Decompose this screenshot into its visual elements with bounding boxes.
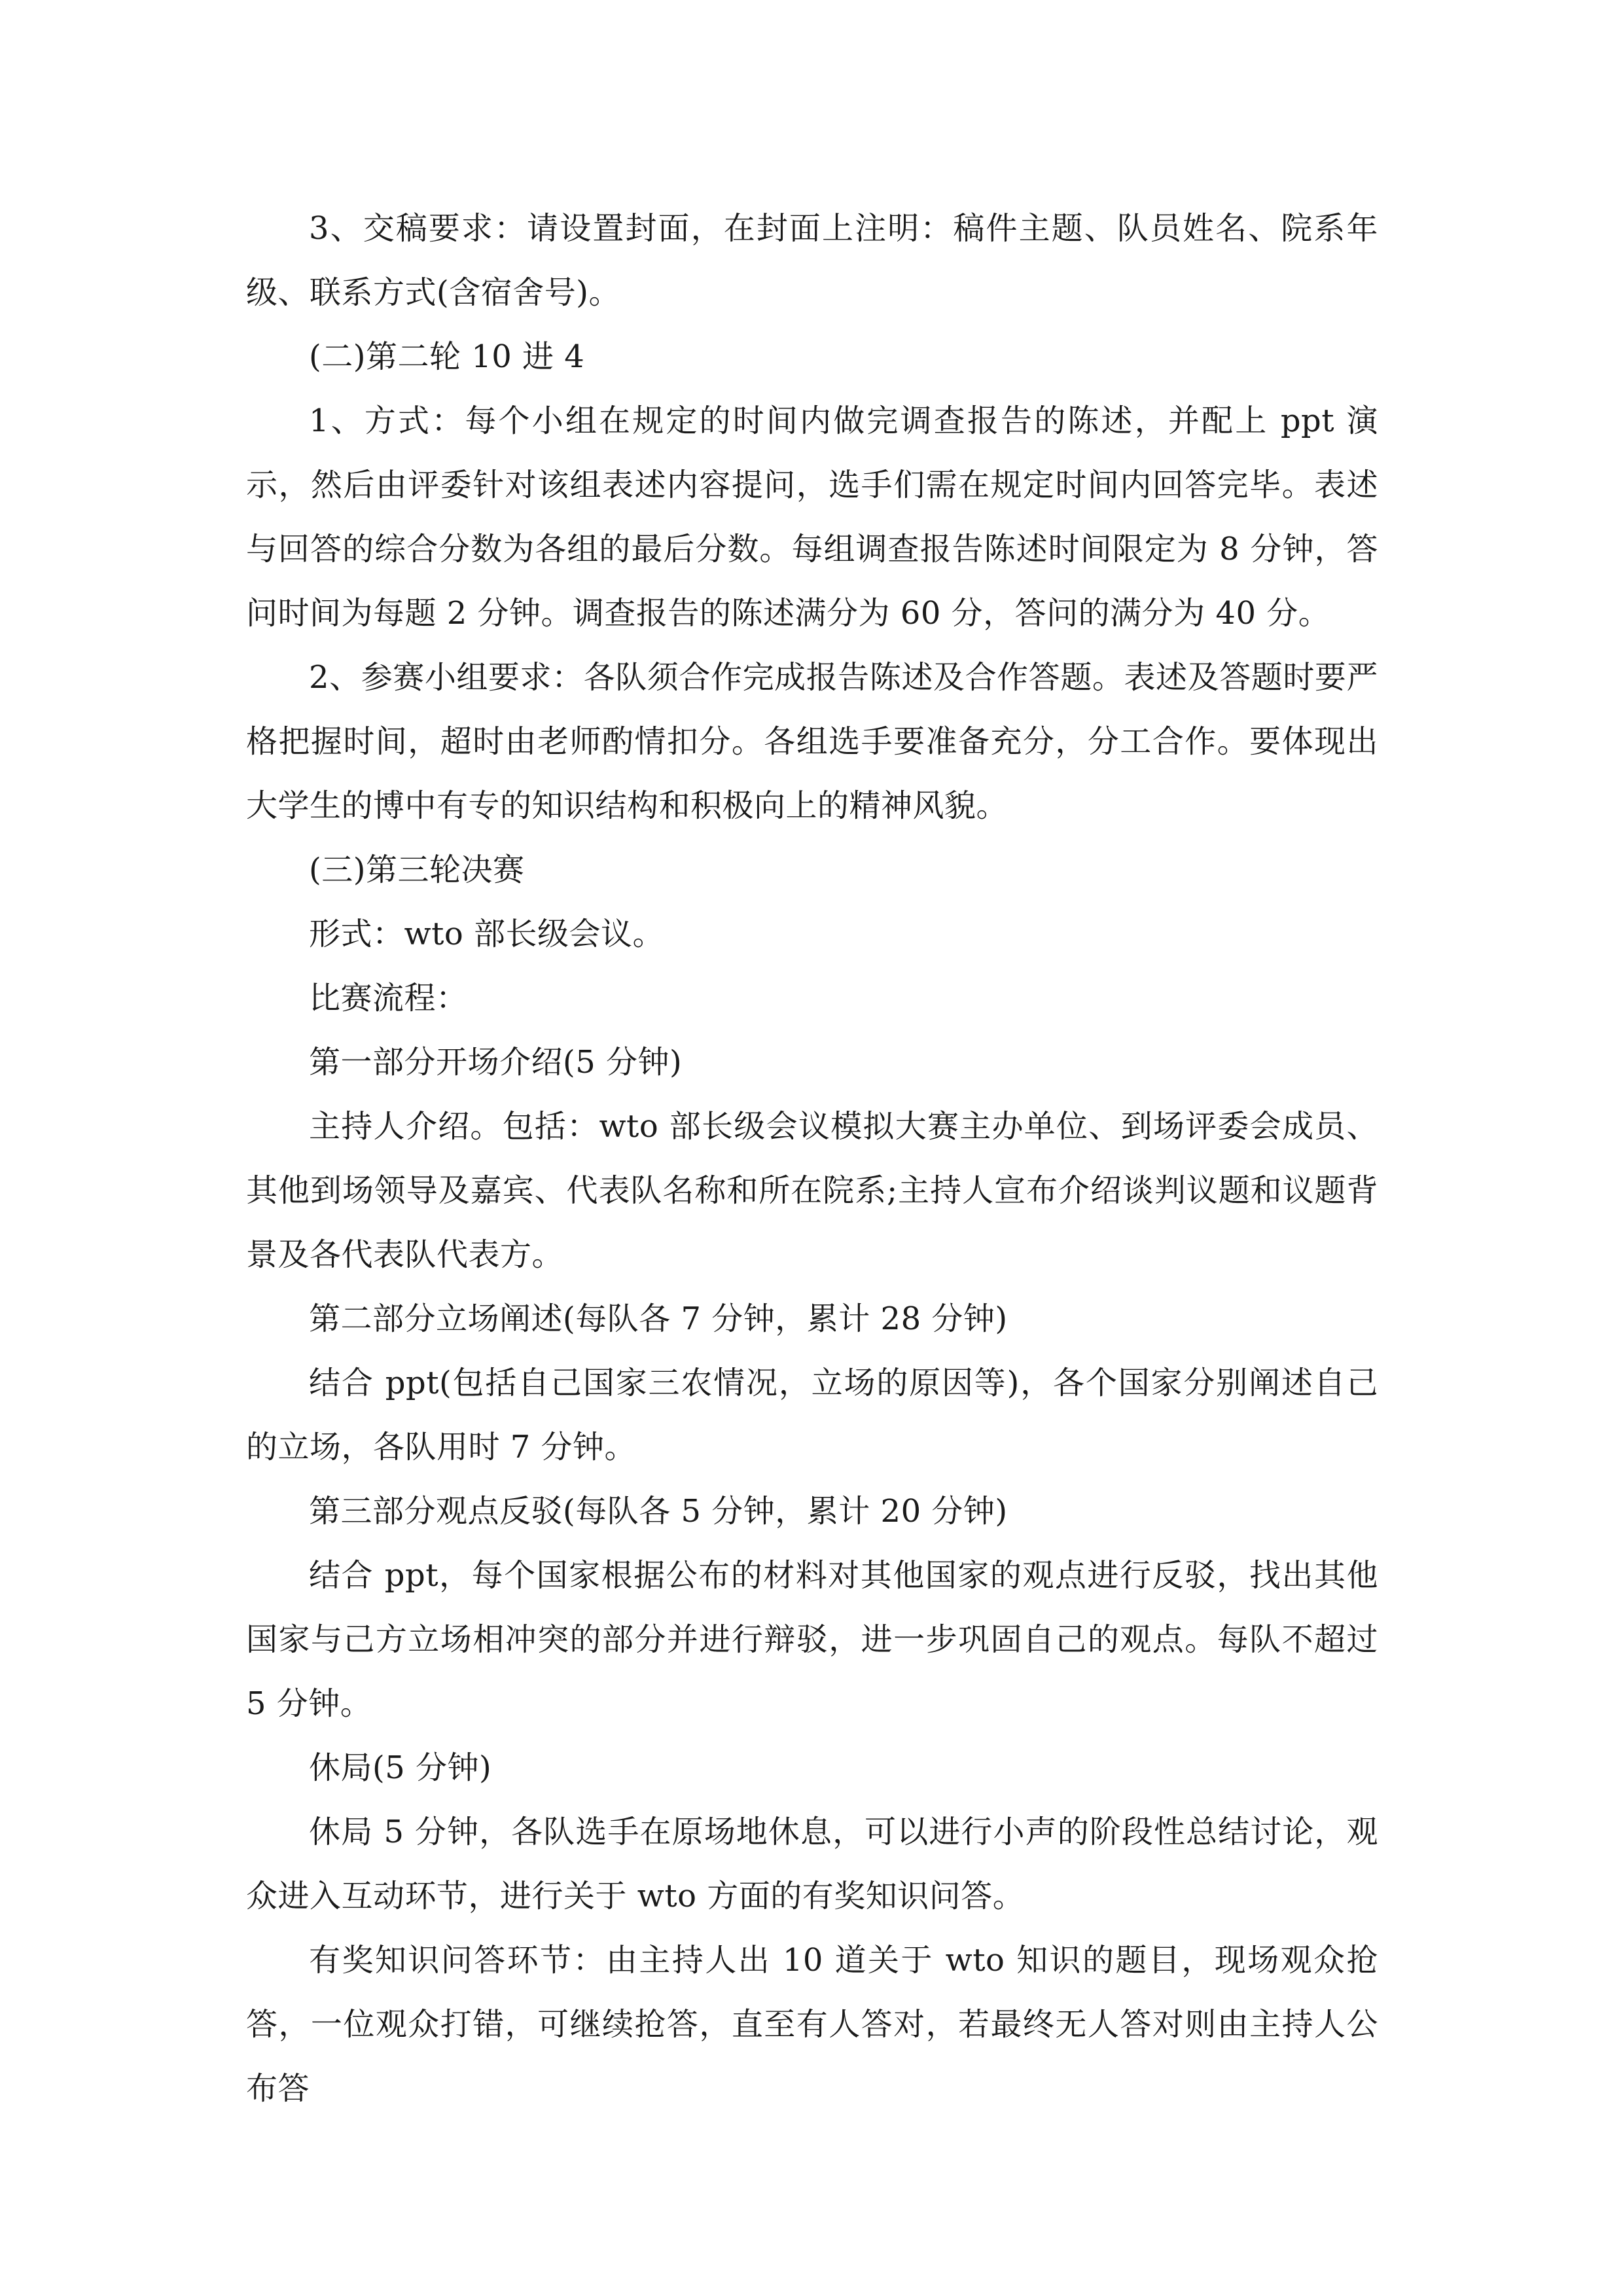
heading-part-three-rebuttal: 第三部分观点反驳(每队各 5 分钟，累计 20 分钟) [309, 1493, 1008, 1530]
heading-round-two: (二)第二轮 10 进 4 [309, 338, 585, 375]
heading-round-three-final: (三)第三轮决赛 [309, 852, 525, 888]
paragraph-competition-flow-label: 比赛流程： [309, 980, 468, 1016]
paragraph-submission-requirements: 3、交稿要求：请设置封面，在封面上注明：稿件主题、队员姓名、院系年级、联系方式(含宿舍号)。 [246, 210, 1378, 311]
paragraph-position-statement: 结合 ppt(包括自己国家三农情况，立场的原因等)，各个国家分别阐述自己的立场，各队用时 7 分钟。 [246, 1365, 1378, 1465]
paragraph-team-requirements: 2、参赛小组要求：各队须合作完成报告陈述及合作答题。表述及答题时要严格把握时间，超时由老师酌情扣分。各组选手要准备充分，分工合作。要体现出大学生的博中有专的知识结构和积极向上的精神风貌。 [246, 659, 1378, 824]
paragraph-final-format: 形式：wto 部长级会议。 [309, 916, 665, 952]
heading-part-one-opening: 第一部分开场介绍(5 分钟) [309, 1044, 683, 1081]
paragraph-host-introduction: 主持人介绍。包括：wto 部长级会议模拟大赛主办单位、到场评委会成员、其他到场领导及嘉宾、代表队名称和所在院系;主持人宣布介绍谈判议题和议题背景及各代表队代表方。 [246, 1108, 1378, 1273]
paragraph-quiz-segment: 有奖知识问答环节：由主持人出 10 道关于 wto 知识的题目，现场观众抢答，一位观众打错，可继续抢答，直至有人答对，若最终无人答对则由主持人公布答 [246, 1942, 1378, 2107]
heading-intermission: 休局(5 分钟) [309, 1749, 492, 1786]
document-body [246, 196, 1378, 2121]
paragraph-round-two-format: 1、方式：每个小组在规定的时间内做完调查报告的陈述，并配上 ppt 演示，然后由评委针对该组表述内容提问，选手们需在规定时间内回答完毕。表述与回答的综合分数为各组的最后分数。每组调查报告陈述时间限定为 8 分钟，答问时间为每题 2 分钟。调查报告的陈述满分为 60 分，答问的满分为 40 分。 [246, 403, 1378, 632]
heading-part-two-positions: 第二部分立场阐述(每队各 7 分钟，累计 28 分钟) [309, 1300, 1008, 1337]
paragraph-rebuttal: 结合 ppt，每个国家根据公布的材料对其他国家的观点进行反驳，找出其他国家与己方立场相冲突的部分并进行辩驳，进一步巩固自己的观点。每队不超过 5 分钟。 [246, 1557, 1378, 1722]
paragraph-intermission: 休局 5 分钟，各队选手在原场地休息，可以进行小声的阶段性总结讨论，观众进入互动环节，进行关于 wto 方面的有奖知识问答。 [246, 1814, 1378, 1914]
